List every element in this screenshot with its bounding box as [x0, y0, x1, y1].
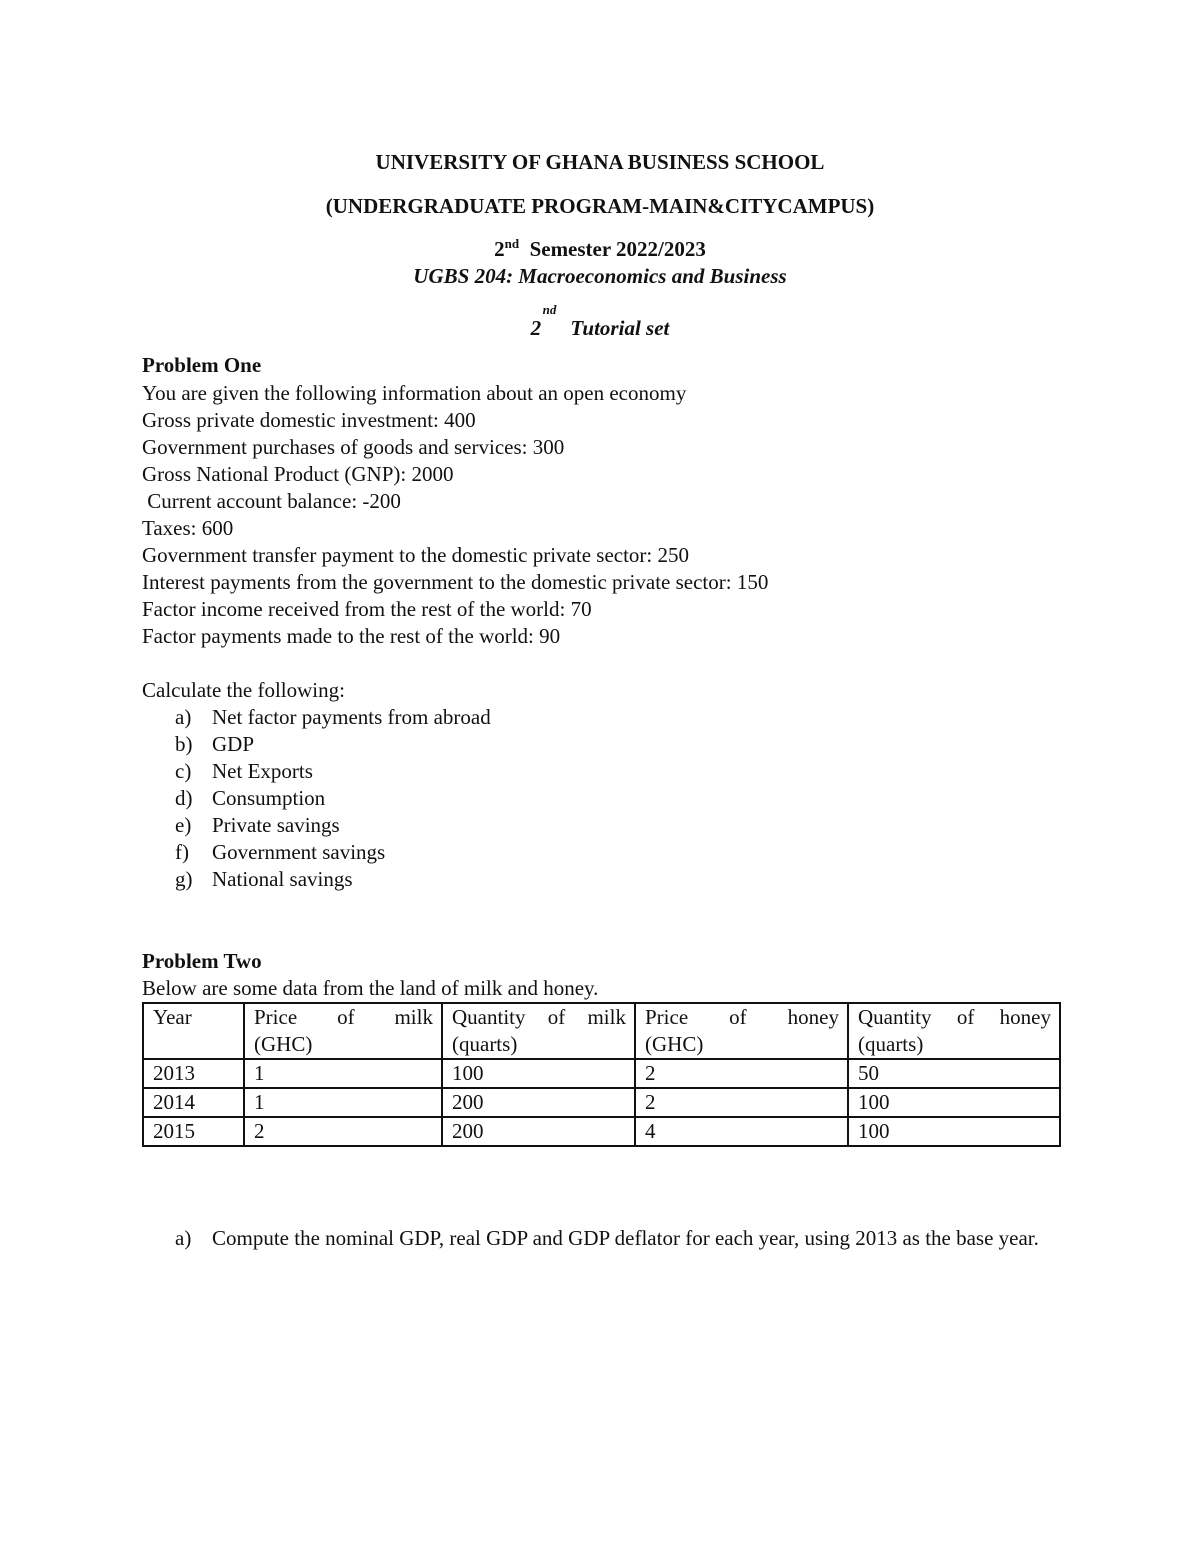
question-marker: a) — [175, 1226, 192, 1250]
list-item — [175, 731, 254, 758]
table-cell: 2014 — [143, 1088, 244, 1117]
list-item-text: National savings — [212, 867, 353, 891]
course-title: UGBS 204: Macroeconomics and Business — [413, 264, 787, 288]
program-title: (UNDERGRADUATE PROGRAM-MAIN&CITYCAMPUS) — [325, 194, 875, 218]
semester-number: 2 — [494, 237, 505, 261]
table-header-cell — [848, 1003, 1060, 1059]
fact-line: Government purchases of goods and services: 300 — [142, 435, 565, 459]
table-header-cell — [442, 1003, 635, 1059]
fact-line: Factor income received from the rest of the world: 70 — [142, 597, 592, 621]
tutorial-text: Tutorial set — [570, 316, 670, 340]
table-row — [143, 1117, 1060, 1146]
semester-ordinal: nd — [504, 236, 520, 251]
header-word: of — [956, 1005, 975, 1029]
table-cell: 2 — [244, 1117, 442, 1146]
table-cell: 1 — [244, 1059, 442, 1088]
header-unit: (GHC) — [645, 1032, 704, 1056]
list-marker: a) — [175, 705, 192, 729]
semester-text: Semester 2022/2023 — [529, 237, 706, 261]
table-cell: 2015 — [143, 1117, 244, 1146]
table-header-cell — [244, 1003, 442, 1059]
table-cell: 50 — [848, 1059, 1060, 1088]
header-word: honey — [787, 1005, 839, 1029]
list-item — [175, 839, 385, 866]
fact-line: Interest payments from the government to the domestic private sector: 150 — [142, 570, 769, 594]
problem-one-intro: You are given the following information about an open economy — [142, 381, 687, 405]
header-unit: (quarts) — [858, 1032, 924, 1056]
list-item-text: Net Exports — [212, 759, 313, 783]
fact-line: Government transfer payment to the domestic private sector: 250 — [142, 543, 689, 567]
header-word: Quantity — [452, 1005, 526, 1029]
list-item-text: Private savings — [212, 813, 340, 837]
table-cell: 2 — [635, 1088, 848, 1117]
header-word: milk — [587, 1005, 626, 1029]
header-unit: (GHC) — [254, 1032, 313, 1056]
list-marker: d) — [175, 786, 193, 810]
institution-title: UNIVERSITY OF GHANA BUSINESS SCHOOL — [375, 150, 825, 174]
table-cell: 1 — [244, 1088, 442, 1117]
table-cell: 100 — [442, 1059, 635, 1088]
header-year: Year — [153, 1005, 192, 1029]
fact-line: Factor payments made to the rest of the world: 90 — [142, 624, 561, 648]
header-word: of — [547, 1005, 566, 1029]
header-word: honey — [999, 1005, 1051, 1029]
header-word: of — [337, 1005, 355, 1029]
fact-line: Taxes: 600 — [142, 516, 234, 540]
table-cell: 2013 — [143, 1059, 244, 1088]
calc-prompt: Calculate the following: — [142, 678, 345, 702]
tutorial-line — [0, 302, 1200, 341]
question-text: Compute the nominal GDP, real GDP and GDP deflator for each year, using 2013 as the base year. — [212, 1226, 1039, 1250]
list-item-text: Government savings — [212, 840, 386, 864]
problem-two-heading: Problem Two — [142, 949, 262, 973]
table-header-cell — [635, 1003, 848, 1059]
table-header-cell — [143, 1003, 244, 1059]
list-marker: g) — [175, 867, 193, 891]
semester-line — [0, 237, 1200, 262]
table-cell: 200 — [442, 1117, 635, 1146]
list-marker: b) — [175, 732, 193, 756]
table-cell: 100 — [848, 1117, 1060, 1146]
list-marker: f) — [175, 840, 189, 864]
list-item — [175, 812, 340, 839]
tutorial-number: 2 — [530, 316, 542, 340]
tutorial-ordinal: nd — [542, 302, 557, 317]
header-word: of — [729, 1005, 747, 1029]
list-item-text: Net factor payments from abroad — [212, 705, 491, 729]
problem-one-heading: Problem One — [142, 353, 262, 377]
fact-line: Current account balance: -200 — [142, 489, 401, 513]
list-item — [175, 704, 491, 731]
table-row — [143, 1088, 1060, 1117]
header-word: milk — [394, 1005, 433, 1029]
table-cell: 2 — [635, 1059, 848, 1088]
list-item — [175, 866, 353, 893]
table-cell: 100 — [848, 1088, 1060, 1117]
table-row — [143, 1059, 1060, 1088]
table-header-row — [143, 1003, 1060, 1059]
fact-line: Gross private domestic investment: 400 — [142, 408, 476, 432]
list-item-text: GDP — [212, 732, 255, 756]
list-marker: e) — [175, 813, 192, 837]
header-unit: (quarts) — [452, 1032, 518, 1056]
header-word: Quantity — [858, 1005, 932, 1029]
data-table — [142, 1002, 1061, 1147]
fact-line: Gross National Product (GNP): 2000 — [142, 462, 454, 486]
table-cell: 200 — [442, 1088, 635, 1117]
list-item — [175, 785, 325, 812]
list-marker: c) — [175, 759, 192, 783]
table-cell: 4 — [635, 1117, 848, 1146]
list-item — [175, 758, 313, 785]
header-word: Price — [254, 1005, 298, 1029]
problem-two-intro: Below are some data from the land of milk and honey. — [142, 976, 599, 1000]
list-item-text: Consumption — [212, 786, 326, 810]
header-word: Price — [645, 1005, 689, 1029]
